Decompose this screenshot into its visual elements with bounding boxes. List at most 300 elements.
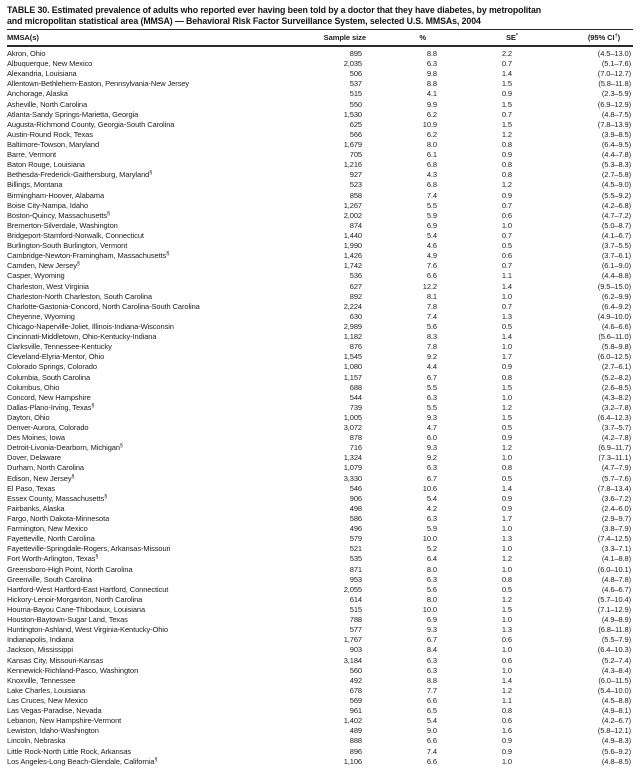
ci-cell: (4.8–8.5) xyxy=(601,756,631,766)
table-row xyxy=(7,615,633,625)
percent-cell: 6.2 xyxy=(426,109,437,119)
se-cell: 1.5 xyxy=(501,79,512,89)
percent-cell: 5.9 xyxy=(426,210,437,220)
sample-size-cell: 537 xyxy=(349,79,362,89)
mmsa-cell: Hickory-Lenoir-Morganton, North Carolina xyxy=(7,594,143,604)
sample-size-cell: 1,182 xyxy=(343,332,362,342)
mmsa-cell: Boston-Quincy, Massachusetts§ xyxy=(7,210,111,220)
table-row xyxy=(7,474,633,484)
ci-cell: (4.5–9.0) xyxy=(601,180,631,190)
se-cell: 0.7 xyxy=(501,109,512,119)
ci-cell: (2.9–9.7) xyxy=(601,514,631,524)
se-cell: 0.5 xyxy=(501,423,512,433)
percent-cell: 8.8 xyxy=(426,675,437,685)
table-row xyxy=(7,261,633,271)
sample-size-cell: 878 xyxy=(349,433,362,443)
ci-cell: (6.0–11.5) xyxy=(598,675,631,685)
percent-cell: 5.4 xyxy=(426,716,437,726)
sample-size-cell: 550 xyxy=(349,99,362,109)
table-row xyxy=(7,362,633,372)
table-row xyxy=(7,130,633,140)
ci-cell: (4.5–13.0) xyxy=(597,49,631,58)
table-row xyxy=(7,373,633,383)
mmsa-cell: Camden, New Jersey§ xyxy=(7,261,80,271)
column-header-se: SE* xyxy=(505,32,518,42)
percent-cell: 9.8 xyxy=(426,69,437,79)
mmsa-cell: Boise City-Nampa, Idaho xyxy=(7,200,89,210)
column-header-mmsa: MMSA(s) xyxy=(7,32,39,42)
table-row xyxy=(7,463,633,473)
ci-cell: (7.4–12.5) xyxy=(597,534,631,544)
se-cell: 0.8 xyxy=(501,706,512,716)
table-row xyxy=(7,524,633,534)
percent-cell: 6.6 xyxy=(426,696,437,705)
table-row xyxy=(7,79,633,89)
ci-cell: (5.6–9.2) xyxy=(601,746,631,756)
percent-cell: 8.0 xyxy=(426,594,437,604)
sample-size-cell: 1,079 xyxy=(343,463,362,473)
table-row xyxy=(7,484,633,494)
sample-size-cell: 506 xyxy=(349,69,362,79)
se-cell: 1.0 xyxy=(501,544,512,554)
table-row xyxy=(7,302,633,312)
se-cell: 1.0 xyxy=(501,564,512,574)
table-row xyxy=(7,49,633,59)
percent-cell: 6.0 xyxy=(426,433,437,443)
se-cell: 0.5 xyxy=(501,584,512,594)
se-cell: 0.9 xyxy=(501,190,512,200)
sample-size-cell: 535 xyxy=(349,554,362,564)
footnote-marker: § xyxy=(76,261,80,268)
percent-cell: 9.2 xyxy=(426,352,437,362)
table-row xyxy=(7,736,633,746)
se-cell: 1.5 xyxy=(501,99,512,109)
table-row xyxy=(7,625,633,635)
percent-cell: 6.3 xyxy=(426,59,437,69)
table-row xyxy=(7,150,633,160)
sample-size-cell: 515 xyxy=(349,89,362,99)
mmsa-cell: Baltimore-Towson, Maryland xyxy=(7,139,100,149)
table-row xyxy=(7,110,633,120)
sample-size-cell: 2,055 xyxy=(343,584,362,594)
ci-cell: (4.6–6.7) xyxy=(601,584,631,594)
percent-cell: 10.0 xyxy=(422,534,437,544)
sample-size-cell: 625 xyxy=(349,119,362,129)
percent-cell: 12.2 xyxy=(422,281,437,291)
mmsa-cell: Knoxville, Tennessee xyxy=(7,675,76,685)
se-cell: 0.8 xyxy=(501,463,512,473)
percent-cell: 9.3 xyxy=(426,412,437,422)
se-cell: 0.6 xyxy=(501,251,512,261)
table-row xyxy=(7,635,633,645)
percent-cell: 6.8 xyxy=(426,160,437,170)
se-cell: 0.7 xyxy=(501,200,512,210)
se-cell: 0.7 xyxy=(501,261,512,271)
percent-cell: 6.9 xyxy=(426,615,437,625)
table-row xyxy=(7,140,633,150)
se-cell: 1.0 xyxy=(501,220,512,230)
mmsa-cell: Cambridge-Newton-Framingham, Massachusetts§ xyxy=(7,251,170,261)
ci-cell: (6.2–9.9) xyxy=(601,291,631,301)
mmsa-cell: Kennewick-Richland-Pasco, Washington xyxy=(7,665,139,675)
percent-cell: 6.7 xyxy=(426,635,437,645)
se-cell: 0.5 xyxy=(501,473,512,483)
sample-size-cell: 892 xyxy=(349,291,362,301)
table-row xyxy=(7,120,633,130)
table-header-row xyxy=(7,29,633,47)
se-cell: 0.9 xyxy=(501,150,512,160)
ci-cell: (2.4–6.0) xyxy=(601,503,631,513)
se-cell: 1.7 xyxy=(501,352,512,362)
mmsa-cell: Little Rock-North Little Rock, Arkansas xyxy=(7,746,132,756)
ci-cell: (6.4–12.3) xyxy=(597,412,631,422)
se-cell: 1.1 xyxy=(501,271,512,281)
se-cell: 1.0 xyxy=(501,342,512,352)
ci-cell: (4.2–6.8) xyxy=(601,200,631,210)
mmsa-cell: Austin-Round Rock, Texas xyxy=(7,129,93,139)
sample-size-cell: 1,545 xyxy=(343,352,362,362)
se-cell: 1.2 xyxy=(501,129,512,139)
ci-cell: (5.8–9.8) xyxy=(601,342,631,352)
ci-cell: (3.8–7.9) xyxy=(601,524,631,534)
ci-cell: (4.1–8.8) xyxy=(601,554,631,564)
table-row xyxy=(7,312,633,322)
mmsa-cell: Durham, North Carolina xyxy=(7,463,84,473)
percent-cell: 6.7 xyxy=(426,473,437,483)
mmsa-cell: Lewiston, Idaho-Washington xyxy=(7,726,99,736)
sample-size-cell: 546 xyxy=(349,483,362,493)
percent-cell: 4.6 xyxy=(426,241,437,251)
mmsa-cell: Charlotte-Gastonia-Concord, North Carolina-South Carolina xyxy=(7,301,200,311)
sample-size-cell: 688 xyxy=(349,382,362,392)
mmsa-cell: Edison, New Jersey§ xyxy=(7,473,75,483)
percent-cell: 6.2 xyxy=(426,129,437,139)
se-cell: 1.0 xyxy=(501,645,512,655)
mmsa-cell: Cheyenne, Wyoming xyxy=(7,311,75,321)
percent-cell: 9.9 xyxy=(426,99,437,109)
sample-size-cell: 630 xyxy=(349,311,362,321)
ci-cell: (3.7–5.7) xyxy=(601,423,631,433)
table-row xyxy=(7,393,633,403)
percent-cell: 6.3 xyxy=(426,574,437,584)
se-cell: 2.2 xyxy=(501,49,512,58)
table-row xyxy=(7,271,633,281)
mmsa-cell: Fargo, North Dakota-Minnesota xyxy=(7,514,110,524)
ci-cell: (3.7–5.5) xyxy=(601,241,631,251)
ci-cell: (5.8–11.8) xyxy=(598,79,631,89)
percent-cell: 8.8 xyxy=(426,79,437,89)
percent-cell: 6.3 xyxy=(426,463,437,473)
se-cell: 0.8 xyxy=(501,372,512,382)
sample-size-cell: 3,184 xyxy=(343,655,362,665)
se-cell: 1.0 xyxy=(501,392,512,402)
table-row xyxy=(7,59,633,69)
ci-cell: (3.3–7.1) xyxy=(601,544,631,554)
mmsa-cell: Dover, Delaware xyxy=(7,453,61,463)
sample-size-cell: 1,216 xyxy=(343,160,362,170)
ci-cell: (5.8–12.1) xyxy=(597,726,631,736)
table-row xyxy=(7,554,633,564)
ci-cell: (3.9–8.5) xyxy=(601,129,631,139)
table-row xyxy=(7,443,633,453)
percent-cell: 6.6 xyxy=(426,736,437,746)
percent-cell: 9.3 xyxy=(426,625,437,635)
se-cell: 1.4 xyxy=(501,483,512,493)
mmsa-cell: Fort Worth-Arlington, Texas§ xyxy=(7,554,99,564)
se-cell: 1.0 xyxy=(501,524,512,534)
mmsa-cell: Columbus, Ohio xyxy=(7,382,60,392)
table-row xyxy=(7,160,633,170)
mmsa-cell: Charleston-North Charleston, South Carolina xyxy=(7,291,152,301)
se-cell: 1.0 xyxy=(501,665,512,675)
se-cell: 0.5 xyxy=(501,321,512,331)
ci-cell: (5.1–7.6) xyxy=(601,59,631,69)
sample-size-cell: 953 xyxy=(349,574,362,584)
se-cell: 0.9 xyxy=(501,89,512,99)
percent-cell: 5.6 xyxy=(426,321,437,331)
table-row xyxy=(7,413,633,423)
mmsa-cell: Burlington-South Burlington, Vermont xyxy=(7,241,128,251)
mmsa-cell: Bethesda-Frederick-Gaithersburg, Maryland§ xyxy=(7,170,153,180)
table-title-line2: and micropolitan statistical area (MMSA) — Behavioral Risk Factor Surveillance System, selected U.S. MMSAs, 2004 xyxy=(7,16,481,26)
se-cell: 0.7 xyxy=(501,230,512,240)
mmsa-cell: Allentown-Bethlehem-Easton, Pennsylvania-New Jersey xyxy=(7,79,190,89)
ci-cell: (6.1–9.0) xyxy=(601,261,631,271)
se-cell: 0.7 xyxy=(501,59,512,69)
sample-size-cell: 2,224 xyxy=(343,301,362,311)
se-cell: 0.8 xyxy=(501,170,512,180)
percent-cell: 7.8 xyxy=(426,342,437,352)
ci-cell: (2.7–6.1) xyxy=(601,362,631,372)
se-cell: 0.5 xyxy=(501,241,512,251)
se-cell: 1.2 xyxy=(501,685,512,695)
table-row xyxy=(7,726,633,736)
sample-size-cell: 579 xyxy=(349,534,362,544)
percent-cell: 5.4 xyxy=(426,230,437,240)
percent-cell: 7.4 xyxy=(426,746,437,756)
sample-size-cell: 903 xyxy=(349,645,362,655)
ci-cell: (6.9–11.7) xyxy=(598,443,631,453)
table-row xyxy=(7,534,633,544)
mmsa-cell: Baton Rouge, Louisiana xyxy=(7,160,85,170)
percent-cell: 5.5 xyxy=(426,382,437,392)
percent-cell: 6.8 xyxy=(426,180,437,190)
percent-cell: 4.9 xyxy=(426,251,437,261)
ci-cell: (4.9–10.0) xyxy=(597,311,631,321)
mmsa-cell: Houma-Bayou Cane-Thibodaux, Louisiana xyxy=(7,605,146,615)
se-cell: 1.0 xyxy=(501,756,512,766)
se-cell: 1.5 xyxy=(501,605,512,615)
table-row xyxy=(7,342,633,352)
mmsa-cell: Akron, Ohio xyxy=(7,49,46,58)
se-cell: 0.7 xyxy=(501,301,512,311)
mmsa-cell: Detroit-Livonia-Dearborn, Michigan§ xyxy=(7,443,123,453)
mmsa-cell: Denver-Aurora, Colorado xyxy=(7,423,89,433)
se-cell: 1.1 xyxy=(501,696,512,705)
table-title xyxy=(7,5,633,27)
ci-cell: (4.4–8.8) xyxy=(601,271,631,281)
column-header-percent: % xyxy=(419,32,426,42)
table-row xyxy=(7,180,633,190)
mmsa-cell: Hartford-West Hartford-East Hartford, Connecticut xyxy=(7,584,169,594)
se-cell: 0.9 xyxy=(501,503,512,513)
ci-cell: (7.8–13.9) xyxy=(597,119,631,129)
ci-cell: (6.0–12.5) xyxy=(597,352,631,362)
percent-cell: 8.0 xyxy=(426,139,437,149)
table-row xyxy=(7,403,633,413)
percent-cell: 6.3 xyxy=(426,392,437,402)
footnote-marker: § xyxy=(119,443,123,450)
percent-cell: 5.5 xyxy=(426,200,437,210)
se-cell: 0.9 xyxy=(501,362,512,372)
footnote-marker: § xyxy=(149,170,153,177)
mmsa-cell: Fairbanks, Alaska xyxy=(7,503,65,513)
percent-cell: 6.7 xyxy=(426,372,437,382)
se-cell: 1.4 xyxy=(501,332,512,342)
se-cell: 0.6 xyxy=(501,635,512,645)
se-cell: 1.2 xyxy=(501,180,512,190)
footnote-marker: § xyxy=(95,554,99,561)
percent-cell: 7.6 xyxy=(426,261,437,271)
table-row xyxy=(7,676,633,686)
ci-cell: (5.4–10.0) xyxy=(597,685,631,695)
table-row xyxy=(7,645,633,655)
se-cell: 0.9 xyxy=(501,493,512,503)
ci-cell: (4.2–7.8) xyxy=(601,433,631,443)
mmsa-cell: Lake Charles, Louisiana xyxy=(7,685,86,695)
table-row xyxy=(7,282,633,292)
se-cell: 1.2 xyxy=(501,443,512,453)
sample-size-cell: 678 xyxy=(349,685,362,695)
sample-size-cell: 961 xyxy=(349,706,362,716)
table-row xyxy=(7,504,633,514)
mmsa-cell: Des Moines, Iowa xyxy=(7,433,66,443)
table-row xyxy=(7,211,633,221)
sample-size-cell: 1,080 xyxy=(343,362,362,372)
sample-size-cell: 3,072 xyxy=(343,423,362,433)
ci-cell: (5.6–11.0) xyxy=(598,332,631,342)
se-cell: 0.9 xyxy=(501,433,512,443)
percent-cell: 8.0 xyxy=(426,564,437,574)
mmsa-cell: Anchorage, Alaska xyxy=(7,89,68,99)
mmsa-cell: Asheville, North Carolina xyxy=(7,99,88,109)
percent-cell: 6.4 xyxy=(426,554,437,564)
ci-cell: (6.0–10.1) xyxy=(597,564,631,574)
table-row xyxy=(7,170,633,180)
mmsa-cell: Las Cruces, New Mexico xyxy=(7,696,88,705)
table-row xyxy=(7,544,633,554)
percent-cell: 7.4 xyxy=(426,190,437,200)
table-row xyxy=(7,494,633,504)
mmsa-cell: Essex County, Massachusetts§ xyxy=(7,493,108,503)
table-row xyxy=(7,514,633,524)
sample-size-cell: 906 xyxy=(349,493,362,503)
sample-size-cell: 858 xyxy=(349,190,362,200)
ci-cell: (4.4–7.8) xyxy=(601,150,631,160)
mmsa-cell: Alexandria, Louisiana xyxy=(7,69,77,79)
sample-size-cell: 521 xyxy=(349,544,362,554)
sample-size-cell: 1,005 xyxy=(343,412,362,422)
table-row xyxy=(7,433,633,443)
percent-cell: 6.6 xyxy=(426,756,437,766)
sample-size-cell: 705 xyxy=(349,150,362,160)
se-cell: 1.6 xyxy=(501,726,512,736)
percent-cell: 6.1 xyxy=(426,150,437,160)
mmsa-cell: Barre, Vermont xyxy=(7,150,57,160)
mmsa-cell: Lincoln, Nebraska xyxy=(7,736,66,746)
percent-cell: 5.5 xyxy=(426,402,437,412)
table-row xyxy=(7,89,633,99)
table-row xyxy=(7,706,633,716)
se-cell: 1.4 xyxy=(501,281,512,291)
table-title-line1: TABLE 30. Estimated prevalence of adults who reported ever having been told by a doctor that they have diabetes, by metropolitan xyxy=(7,5,542,15)
ci-cell: (4.5–8.8) xyxy=(601,696,631,705)
se-cell: 1.4 xyxy=(501,675,512,685)
ci-cell: (2.7–5.8) xyxy=(601,170,631,180)
ci-cell: (7.3–11.1) xyxy=(598,453,631,463)
se-cell: 0.6 xyxy=(501,716,512,726)
percent-cell: 4.7 xyxy=(426,423,437,433)
ci-cell: (5.3–8.3) xyxy=(601,160,631,170)
ci-cell: (2.6–8.5) xyxy=(601,382,631,392)
ci-cell: (4.7–7.2) xyxy=(601,210,631,220)
sample-size-cell: 1,530 xyxy=(343,109,362,119)
sample-size-cell: 716 xyxy=(349,443,362,453)
ci-cell: (3.6–7.2) xyxy=(601,493,631,503)
table-row xyxy=(7,423,633,433)
percent-cell: 6.5 xyxy=(426,706,437,716)
percent-cell: 7.8 xyxy=(426,301,437,311)
ci-cell: (3.7–6.1) xyxy=(601,251,631,261)
percent-cell: 8.1 xyxy=(426,291,437,301)
sample-size-cell: 1,157 xyxy=(343,372,362,382)
percent-cell: 7.4 xyxy=(426,311,437,321)
ci-cell: (4.9–8.3) xyxy=(601,736,631,746)
sample-size-cell: 1,440 xyxy=(343,230,362,240)
percent-cell: 4.2 xyxy=(426,503,437,513)
se-cell: 1.3 xyxy=(501,534,512,544)
sample-size-cell: 566 xyxy=(349,129,362,139)
se-cell: 1.5 xyxy=(501,412,512,422)
mmsa-cell: Birmingham-Hoover, Alabama xyxy=(7,190,105,200)
footnote-marker: § xyxy=(104,493,108,500)
percent-cell: 8.3 xyxy=(426,332,437,342)
sample-size-cell: 2,989 xyxy=(343,321,362,331)
percent-cell: 9.2 xyxy=(426,453,437,463)
mmsa-cell: Charleston, West Virginia xyxy=(7,281,89,291)
table-row xyxy=(7,69,633,79)
table-row xyxy=(7,757,633,767)
ci-cell: (3.2–7.8) xyxy=(601,402,631,412)
mmsa-cell: Lebanon, New Hampshire-Vermont xyxy=(7,716,122,726)
ci-cell: (6.4–10.3) xyxy=(597,645,631,655)
percent-cell: 4.1 xyxy=(426,89,437,99)
se-cell: 1.4 xyxy=(501,69,512,79)
mmsa-cell: Cleveland-Elyria-Mentor, Ohio xyxy=(7,352,105,362)
se-cell: 1.2 xyxy=(501,554,512,564)
ci-cell: (7.1–12.9) xyxy=(597,605,631,615)
table-row xyxy=(7,322,633,332)
percent-cell: 9.0 xyxy=(426,726,437,736)
table-row xyxy=(7,352,633,362)
sample-size-cell: 3,330 xyxy=(343,473,362,483)
percent-cell: 6.3 xyxy=(426,514,437,524)
se-cell: 1.5 xyxy=(501,382,512,392)
mmsa-cell: Augusta-Richmond County, Georgia-South Carolina xyxy=(7,119,175,129)
table-row xyxy=(7,241,633,251)
se-cell: 1.2 xyxy=(501,402,512,412)
mmsa-cell: Dallas-Plano-Irving, Texas§ xyxy=(7,402,95,412)
